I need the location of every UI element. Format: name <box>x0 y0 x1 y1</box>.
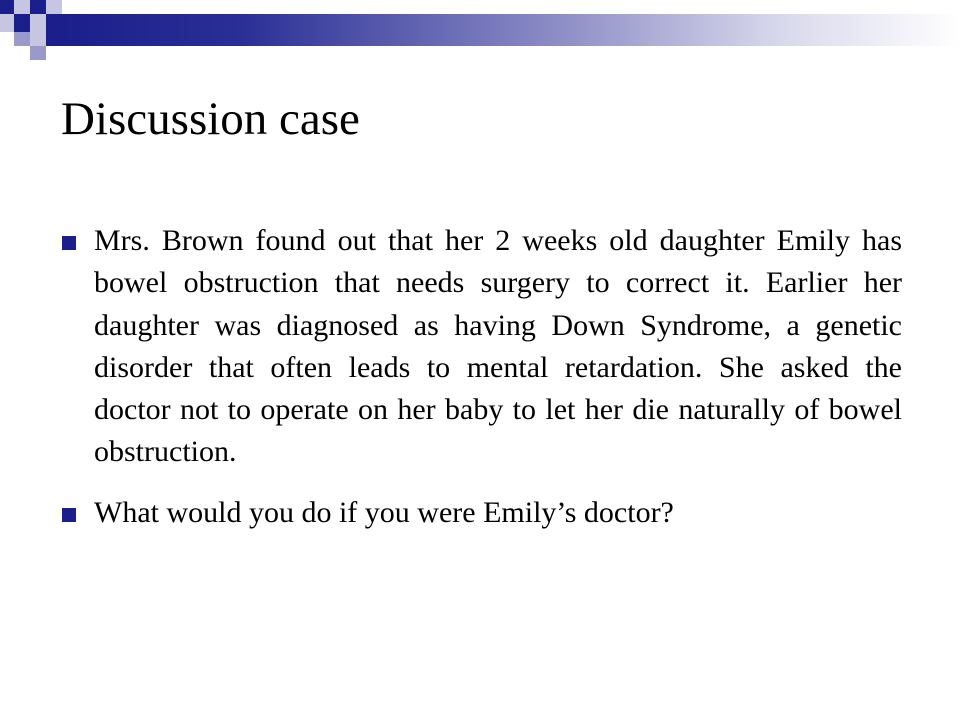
decor-square-navy-d <box>46 14 62 46</box>
decor-square-navy-a <box>0 0 14 14</box>
bullet-list <box>62 220 902 552</box>
square-bullet-icon <box>62 508 76 522</box>
square-bullet-icon <box>62 236 76 250</box>
bullet-text: What would you do if you were Emily’s doctor? <box>94 495 674 529</box>
bullet-item <box>62 492 902 534</box>
bullet-text: Mrs. Brown found out that her 2 weeks old daughter Emily has bowel obstruction that needs surgery to correct it. Earlier her daughter was diagnosed as having Down Syndrome, a genetic disorder that often leads to mental retardation. She asked the doctor not to operate on her baby to let her die naturally of bowel obstruction. <box>94 224 902 469</box>
decor-square-light-c <box>0 14 14 32</box>
decor-square-light-d <box>30 14 46 32</box>
bullet-item <box>62 220 902 474</box>
decor-square-navy-c <box>14 14 30 32</box>
slide-title: Discussion case <box>61 93 360 145</box>
header-gradient-bar <box>62 14 960 46</box>
decor-square-navy-b <box>30 0 46 14</box>
decor-square-light-b <box>46 0 62 14</box>
decor-square-periwinkle-a <box>14 32 30 46</box>
decor-square-light-a <box>14 0 30 14</box>
decor-square-light-e <box>30 32 46 46</box>
decor-square-periwinkle-b <box>30 46 46 60</box>
